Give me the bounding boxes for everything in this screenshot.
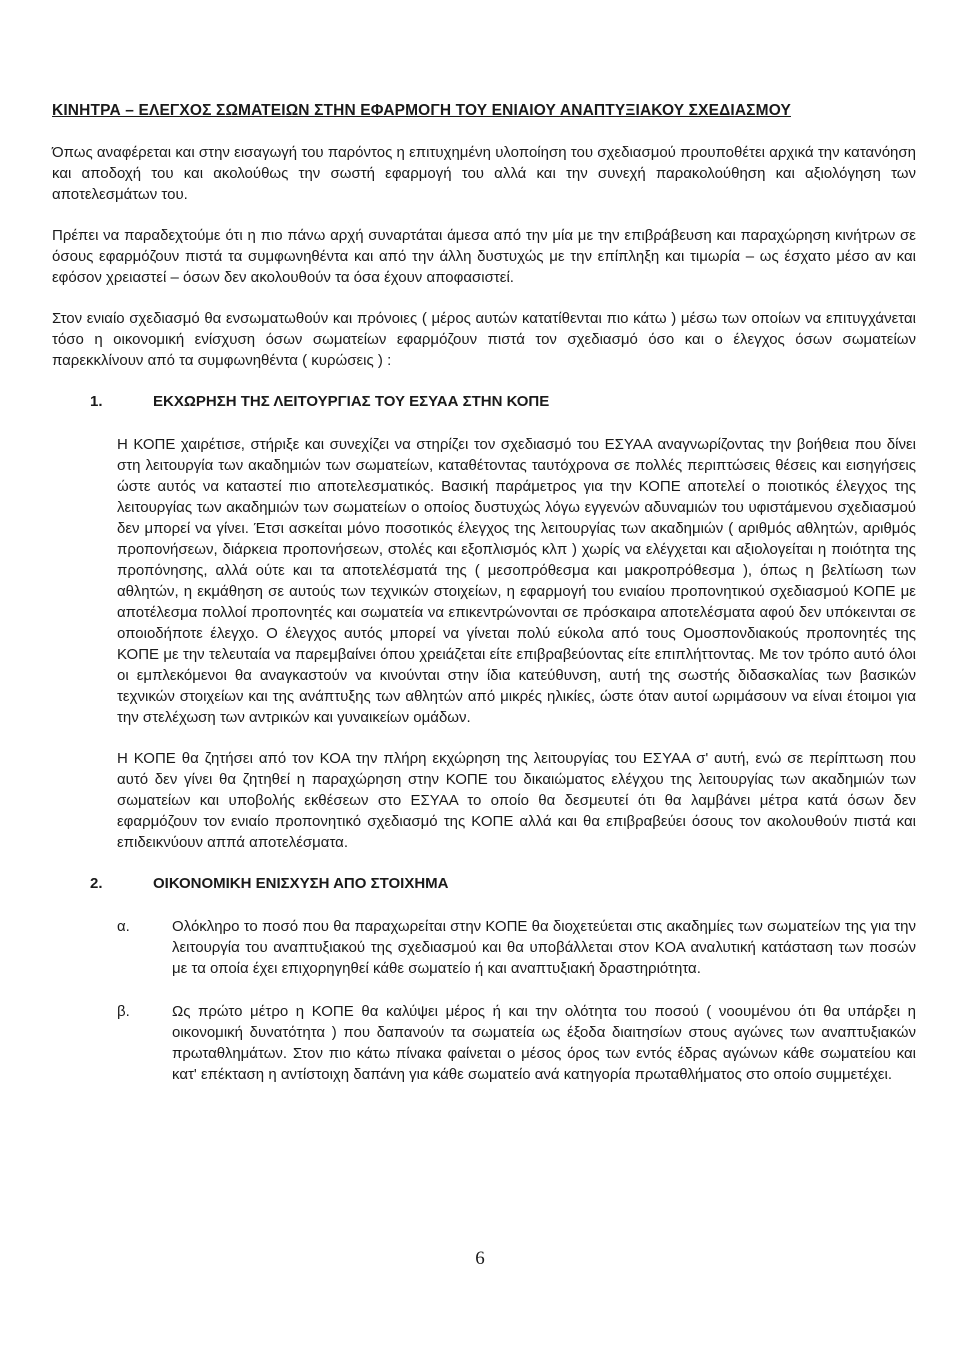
- intro-paragraph-2: Πρέπει να παραδεχτούμε ότι η πιο πάνω αρχή συναρτάται άμεσα από την μία με την επιβράβευση και παραχώρηση κινήτρων σε όσους εφαρμόζουν πιστά τα συμφωνηθέντα και από την άλλη δυστυχώς με την επίπληξη και τιμωρία – ως έσχατο μέσο αν και εφόσον χρειαστεί – όσων δεν ακολουθούν τα όσα έχουν αποφασιστεί.: [52, 227, 916, 286]
- section-2-heading: [52, 873, 916, 894]
- intro-paragraph-1: Όπως αναφέρεται και στην εισαγωγή του παρόντος η επιτυχημένη υλοποίηση του σχεδιασμού προυποθέτει αρχικά την κατανόηση και αποδοχή του και ακολούθως την σωστή εφαρμογή του αλλά και την συνεχή παρακολούθηση και αξιολόγηση των αποτελεσμάτων του.: [52, 144, 916, 203]
- list-item-label: β.: [117, 1003, 130, 1020]
- section-1-number: 1.: [90, 393, 103, 410]
- document-title: ΚΙΝΗΤΡΑ – ΕΛΕΓΧΟΣ ΣΩΜΑΤΕΙΩΝ ΣΤΗΝ ΕΦΑΡΜΟΓΗ ΤΟΥ ΕΝΙΑΙΟΥ ΑΝΑΠΤΥΞΙΑΚΟΥ ΣΧΕΔΙΑΣΜΟΥ: [52, 102, 791, 119]
- list-item: [117, 916, 916, 979]
- list-item-text: Ως πρώτο μέτρο η ΚΟΠΕ θα καλύψει μέρος ή και την ολότητα του ποσού ( νοουμένου ότι θα υπάρξει η οικονομική δυνατότητα ) που δαπανούν τα σωματεία ως έξοδα διαιτησίων στους αγώνες των αναπτυξιακών πρωταθλημάτων. Στον πιο κάτω πίνακα φαίνεται ο μέσος όρος των εντός έδρας αγώνων κάθε σωματείου και κατ' επέκταση η αντίστοιχη δαπάνη για κάθε σωματείο ανά κατηγορία πρωταθλήματος στο οποίο συμμετέχει.: [172, 1003, 916, 1083]
- section-1-paragraph-1: Η ΚΟΠΕ χαιρέτισε, στήριξε και συνεχίζει να στηρίζει τον σχεδιασμό του ΕΣΥΑΑ αναγνωρίζοντας την βοήθεια που δίνει στη λειτουργία των ακαδημιών των σωματείων, καταθέτοντας ταυτόχρονα σε πολλές περιπτώσεις θέσεις και εισηγήσεις ώστε αυτός να καταστεί πιο αποτελεσματικός. Βασική παράμετρος για την ΚΟΠΕ αποτελεί ο ποιοτικός έλεγχος της λειτουργίας των ακαδημιών των σωματείων ο οποίος δυστυχώς λόγω εγγενών αδυναμιών του υφιστάμενου σχεδιασμού δεν μπορεί να γίνει. Έτσι ασκείται μόνο ποσοτικός έλεγχος της λειτουργίας των ακαδημιών ( αριθμός αθλητών, αριθμός προπονήσεων, διάρκεια προπονήσεων, στολές και εξοπλισμός κλπ ) χωρίς να ελέγχεται και αξιολογείται η ποιότητα της προπόνησης, αλλά ούτε και τα αποτελέσματά της ( μεσοπρόθεσμα και μακροπρόθεσμα ), όπως η βελτίωση των αθλητών, η εκμάθηση σε αυτούς των τεχνικών στοιχείων, η εφαρμογή του ενιαίου προπονητικού σχεδιασμού ΚΟΠΕ με αποτέλεσμα πολλοί προπονητές και σωματεία να επικεντρώνονται σε πρόσκαιρα αποτελέσματα αφού δεν υπόκεινται σε οποιοδήποτε έλεγχο. Ο έλεγχος αυτός μπορεί να γίνεται πολύ εύκολα από τους Ομοσπονδιακούς προπονητές της ΚΟΠΕ με την τελευταία να παρεμβαίνει όπου χρειάζεται είτε επιβραβεύοντας είτε επιπλήττοντας. Με τον τρόπο αυτό όλοι οι εμπλεκόμενοι θα αναγκαστούν να κινούνται στην ίδια κατεύθυνση, αυτή της σωστής διδασκαλίας των βασικών τεχνικών στοιχείων και της ανάπτυξης των αθλητών από μικρές ηλικίες, ώστε όταν αυτοί ωριμάσουν να είναι έτοιμοι για την στελέχωση των αντρικών και γυναικείων ομάδων.: [117, 436, 916, 726]
- section-2-number: 2.: [90, 875, 103, 892]
- section-1-title: ΕΚΧΩΡΗΣΗ ΤΗΣ ΛΕΙΤΟΥΡΓΙΑΣ ΤΟΥ ΕΣΥΑΑ ΣΤΗΝ ΚΟΠΕ: [153, 393, 550, 410]
- list-item-label: α.: [117, 918, 130, 935]
- intro-paragraph-3: Στον ενιαίο σχεδιασμό θα ενσωματωθούν και πρόνοιες ( μέρος αυτών κατατίθενται πιο κάτω ) μέσω των οποίων να επιτυγχάνεται τόσο η οικονομική ενίσχυση όσων σωματείων εφαρμόζουν πιστά τον σχεδιασμό όσο και ο έλεγχος όσων σωματείων παρεκκλίνουν από τα συμφωνηθέντα ( κυρώσεις ) :: [52, 310, 916, 369]
- section-2-title: ΟΙΚΟΝΟΜΙΚΗ ΕΝΙΣΧΥΣΗ ΑΠΟ ΣΤΟΙΧΗΜΑ: [153, 875, 449, 892]
- list-item-text: Ολόκληρο το ποσό που θα παραχωρείται στην ΚΟΠΕ θα διοχετεύεται στις ακαδημίες των σωματείων της για την λειτουργία του αναπτυξιακού της σχεδιασμού και θα υποβάλλεται στον ΚΟΑ αναλυτική κατάσταση των ποσών με τα οποία έχει επιχορηγηθεί κάθε σωματείο ή και αναπτυξιακή δραστηριότητα.: [172, 918, 916, 977]
- section-1-paragraph-2: Η ΚΟΠΕ θα ζητήσει από τον ΚΟΑ την πλήρη εκχώρηση της λειτουργίας του ΕΣΥΑΑ σ' αυτή, ενώ σε περίπτωση που αυτό δεν γίνει θα ζητηθεί η παραχώρηση στην ΚΟΠΕ του δικαιώματος ελέγχου της λειτουργίας των ακαδημιών των σωματείων και υποβολής εκθέσεων στο ΕΣΥΑΑ το οποίο θα δεσμευτεί ότι θα λαμβάνει μέτρα κατά όσων δεν εφαρμόζουν τον ενιαίο προπονητικό σχεδιασμό της ΚΟΠΕ αλλά και θα επιβραβεύει όσους τον ακολουθούν πιστά και επιδεικνύουν αππά αποτελέσματα.: [117, 750, 916, 851]
- section-1-body: [117, 434, 916, 853]
- page-number: 6: [475, 1248, 485, 1269]
- list-item: [117, 1001, 916, 1085]
- section-1-heading: [52, 391, 916, 412]
